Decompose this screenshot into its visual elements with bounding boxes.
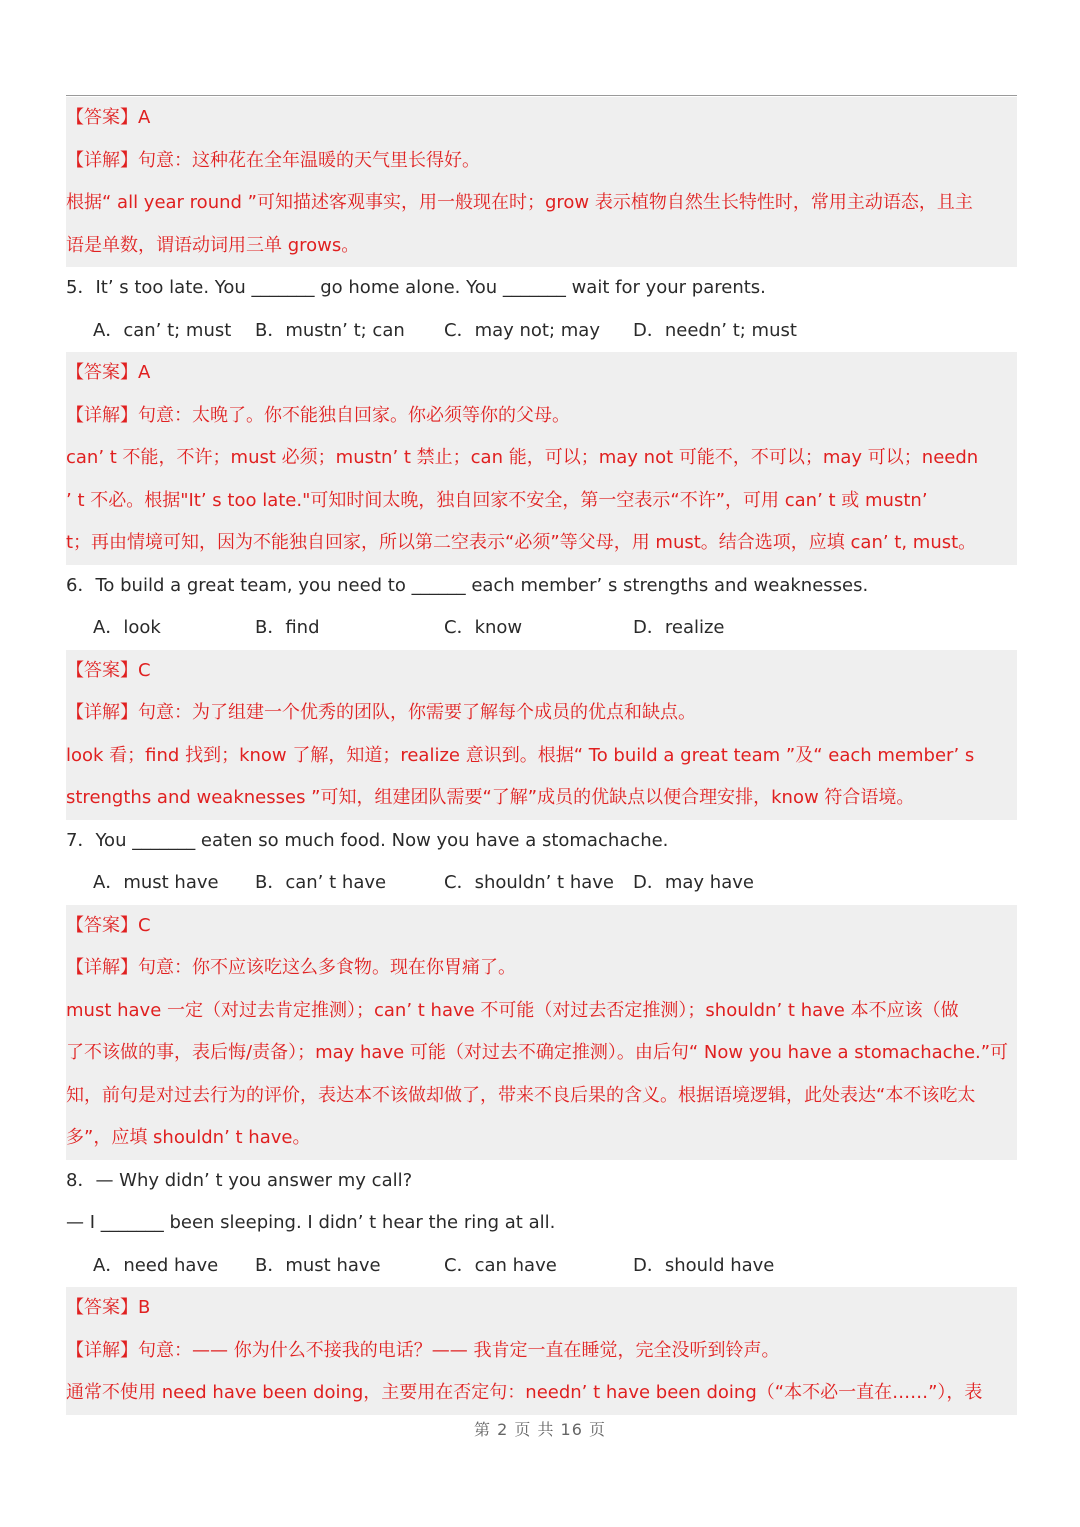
answer-tag: 【答案】	[66, 914, 138, 936]
option-d: D．realize	[633, 617, 725, 638]
explanation-line: 知，前句是对过去行为的评价，表达本不该做却做了，带来不良后果的含义。根据语境逻辑，此处表达“本不该吃太	[66, 1084, 976, 1106]
option-b: B．mustn’ t; can	[255, 319, 405, 341]
option-a: A．look	[93, 617, 161, 638]
answer-line	[66, 650, 1017, 693]
answer-value: C	[138, 914, 151, 936]
explanation-line: t；再由情境可知，因为不能独自回家，所以第二空表示“必须”等父母，用 must。结合选项，应填 can’ t, must。	[66, 532, 977, 553]
option-b: B．must have	[255, 1254, 381, 1276]
question-stem: 8．— Why didn’ t you answer my call?	[66, 1169, 413, 1191]
explanation-line: must have 一定（对过去肯定推测）；can’ t have 不可能（对过去否定推测）；shouldn’ t have 本不应该（做	[66, 999, 959, 1021]
answer-line	[66, 352, 1017, 395]
question-options	[66, 1245, 1017, 1288]
answer-tag: 【答案】	[66, 362, 138, 383]
question-stem: 7．You _______ eaten so much food. Now you have a stomachache.	[66, 829, 669, 851]
answer-line	[66, 97, 1017, 140]
explanation-line: 多”，应填 shouldn’ t have。	[66, 1127, 311, 1148]
answer-tag: 【答案】	[66, 1297, 138, 1318]
question-options	[66, 310, 1017, 353]
explanation-line: 通常不使用 need have been doing，主要用在否定句：needn’ t have been doing（“本不必一直在……”），表	[66, 1382, 983, 1403]
detail-translation: 句意：—— 你为什么不接我的电话？—— 我肯定一直在睡觉，完全没听到铃声。	[138, 1339, 780, 1361]
answer-block	[66, 1287, 1017, 1415]
answer-block	[66, 352, 1017, 565]
answer-block	[66, 97, 1017, 267]
detail-line	[66, 140, 1017, 183]
detail-translation: 句意：你不应该吃这么多食物。现在你胃痛了。	[138, 957, 516, 978]
detail-tag: 【详解】	[66, 1339, 138, 1361]
detail-line	[66, 947, 1017, 990]
detail-line	[66, 1330, 1017, 1373]
question-stem: 6．To build a great team, you need to ______ each member’ s strengths and weaknesses.	[66, 574, 869, 596]
option-d: D．may have	[633, 872, 754, 893]
answer-block	[66, 650, 1017, 820]
option-c: C．shouldn’ t have	[444, 872, 614, 893]
explanation-line: 了不该做的事，表后悔/责备）；may have 可能（对过去不确定推测）。由后句“ Now you have a stomachache.”可	[66, 1042, 1009, 1063]
answer-block	[66, 905, 1017, 1160]
explanation-line: 语是单数，谓语动词用三单 grows。	[66, 234, 360, 256]
detail-line	[66, 692, 1017, 735]
answer-value: A	[138, 362, 151, 383]
answer-value: B	[138, 1297, 151, 1318]
explanation-line: 根据“ all year round ”可知描述客观事实，用一般现在时；grow 表示植物自然生长特性时，常用主动语态，且主	[66, 192, 973, 213]
option-c: C．may not; may	[444, 319, 600, 341]
header-rule	[66, 95, 1017, 96]
explanation-line: can’ t 不能，不许；must 必须；mustn’ t 禁止；can 能，可以；may not 可能不，不可以；may 可以；needn	[66, 447, 979, 468]
option-a: A．need have	[93, 1254, 219, 1276]
option-d: D．should have	[633, 1254, 775, 1276]
explanation-line: look 看；find 找到；know 了解，知道；realize 意识到。根据“ To build a great team ”及“ each member’ s	[66, 744, 975, 766]
answer-tag: 【答案】	[66, 107, 138, 128]
document-content	[66, 97, 1017, 1415]
answer-tag: 【答案】	[66, 659, 138, 681]
option-c: C．know	[444, 617, 523, 638]
detail-translation: 句意：太晚了。你不能独自回家。你必须等你的父母。	[138, 404, 570, 426]
page-footer: 第 2 页 共 16 页	[474, 1420, 606, 1439]
question-stem: — I _______ been sleeping. I didn’ t hear the ring at all.	[66, 1212, 556, 1233]
answer-line	[66, 905, 1017, 948]
explanation-line: strengths and weaknesses ”可知，组建团队需要“了解”成员的优缺点以便合理安排，know 符合语境。	[66, 787, 915, 808]
detail-tag: 【详解】	[66, 149, 138, 171]
option-c: C．can have	[444, 1254, 557, 1276]
detail-line	[66, 395, 1017, 438]
detail-tag: 【详解】	[66, 702, 138, 723]
option-b: B．find	[255, 617, 320, 638]
explanation-line: ’ t 不必。根据"It’ s too late."可知时间太晚，独自回家不安全，第一空表示“不许”，可用 can’ t 或 mustn’	[66, 489, 928, 511]
detail-translation: 句意：这种花在全年温暖的天气里长得好。	[138, 149, 480, 171]
detail-tag: 【详解】	[66, 957, 138, 978]
detail-tag: 【详解】	[66, 404, 138, 426]
answer-value: A	[138, 107, 151, 128]
option-a: A．can’ t; must	[93, 319, 232, 341]
option-d: D．needn’ t; must	[633, 319, 797, 341]
answer-line	[66, 1287, 1017, 1330]
option-b: B．can’ t have	[255, 872, 387, 893]
question-options	[66, 862, 1017, 905]
detail-translation: 句意：为了组建一个优秀的团队，你需要了解每个成员的优点和缺点。	[138, 702, 696, 723]
answer-value: C	[138, 659, 151, 681]
question-options	[66, 607, 1017, 650]
option-a: A．must have	[93, 872, 219, 893]
question-stem: 5．It’ s too late. You _______ go home alone. You _______ wait for your parents.	[66, 277, 766, 298]
